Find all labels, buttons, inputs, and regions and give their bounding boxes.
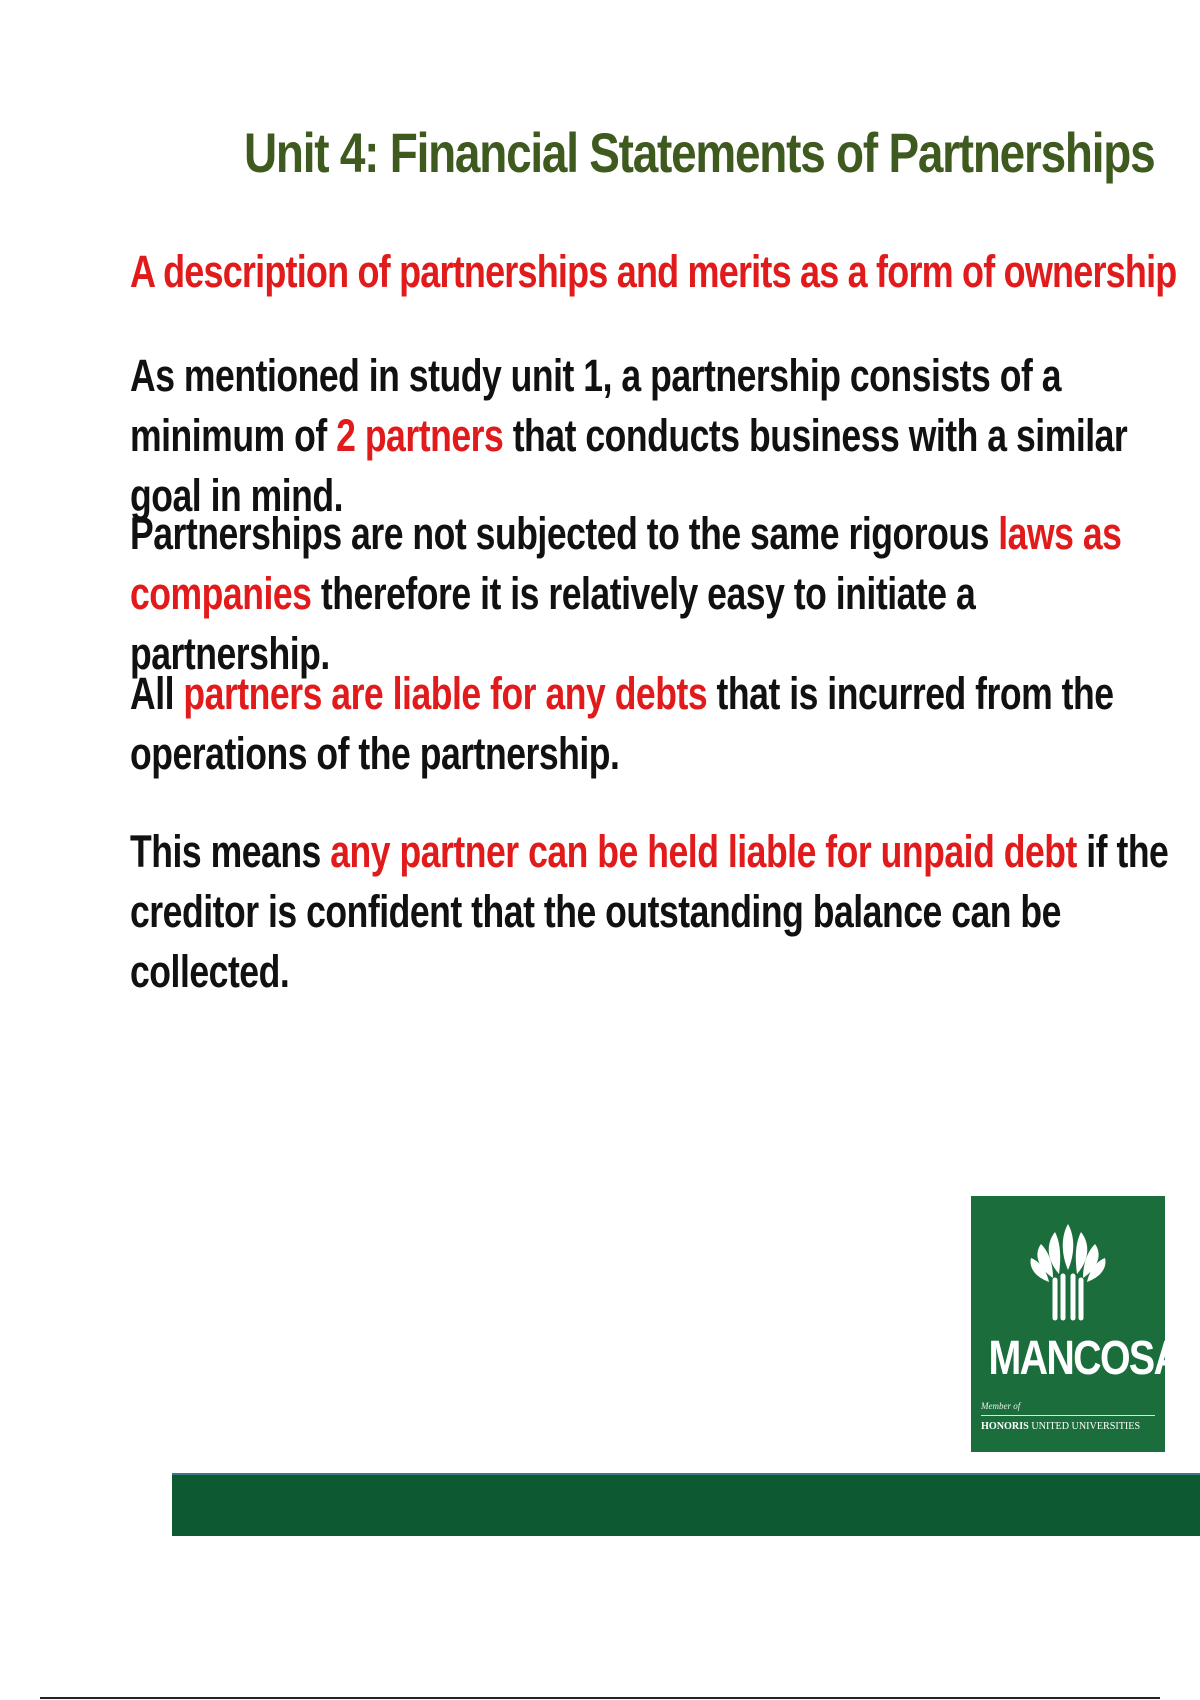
highlighted-text: 2 partners <box>336 410 504 461</box>
highlighted-text: any partner can be held liable for unpaid debt <box>330 826 1077 877</box>
logo-network-rest: UNITED UNIVERSITIES <box>1031 1420 1141 1432</box>
paragraph-text: As mentioned in study unit 1, a partnership consists of a minimum of <box>130 350 1062 461</box>
paragraph-text: All <box>130 668 184 719</box>
paragraph-4 <box>130 822 1181 1002</box>
paragraph-text: Partnerships are not subjected to the same rigorous <box>130 508 999 559</box>
paragraph-text: therefore it is relatively easy to initiate a partnership. <box>130 568 976 679</box>
logo-network-bold: HONORIS <box>981 1420 1029 1432</box>
paragraph-text: that is incurred from the operations of the partnership. <box>130 668 1114 779</box>
logo-divider <box>981 1415 1155 1416</box>
paragraph-1 <box>130 346 1181 526</box>
logo-wordmark: MANCOSA <box>988 1332 1181 1385</box>
logo-member-of: Member of <box>981 1401 1021 1411</box>
bottom-divider <box>40 1697 1160 1699</box>
logo-network <box>981 1420 1140 1432</box>
highlighted-text: partners are liable for any debts <box>183 668 708 719</box>
paragraph-text: This means <box>130 826 331 877</box>
paragraph-2 <box>130 504 1181 684</box>
footer-bar <box>172 1473 1200 1536</box>
palm-frond-icon <box>971 1196 1165 1336</box>
paragraph-text: that conducts business with a similar goal in mind. <box>130 410 1128 521</box>
slide-title: Unit 4: Financial Statements of Partnerships <box>244 121 1155 184</box>
paragraph-3 <box>130 664 1181 784</box>
slide-subtitle: A description of partnerships and merits as a form of ownership <box>130 246 1177 297</box>
highlighted-text: laws as companies <box>130 508 1122 619</box>
mancosa-logo <box>971 1196 1181 1452</box>
paragraph-text: if the creditor is confident that the outstanding balance can be collected. <box>130 826 1169 997</box>
